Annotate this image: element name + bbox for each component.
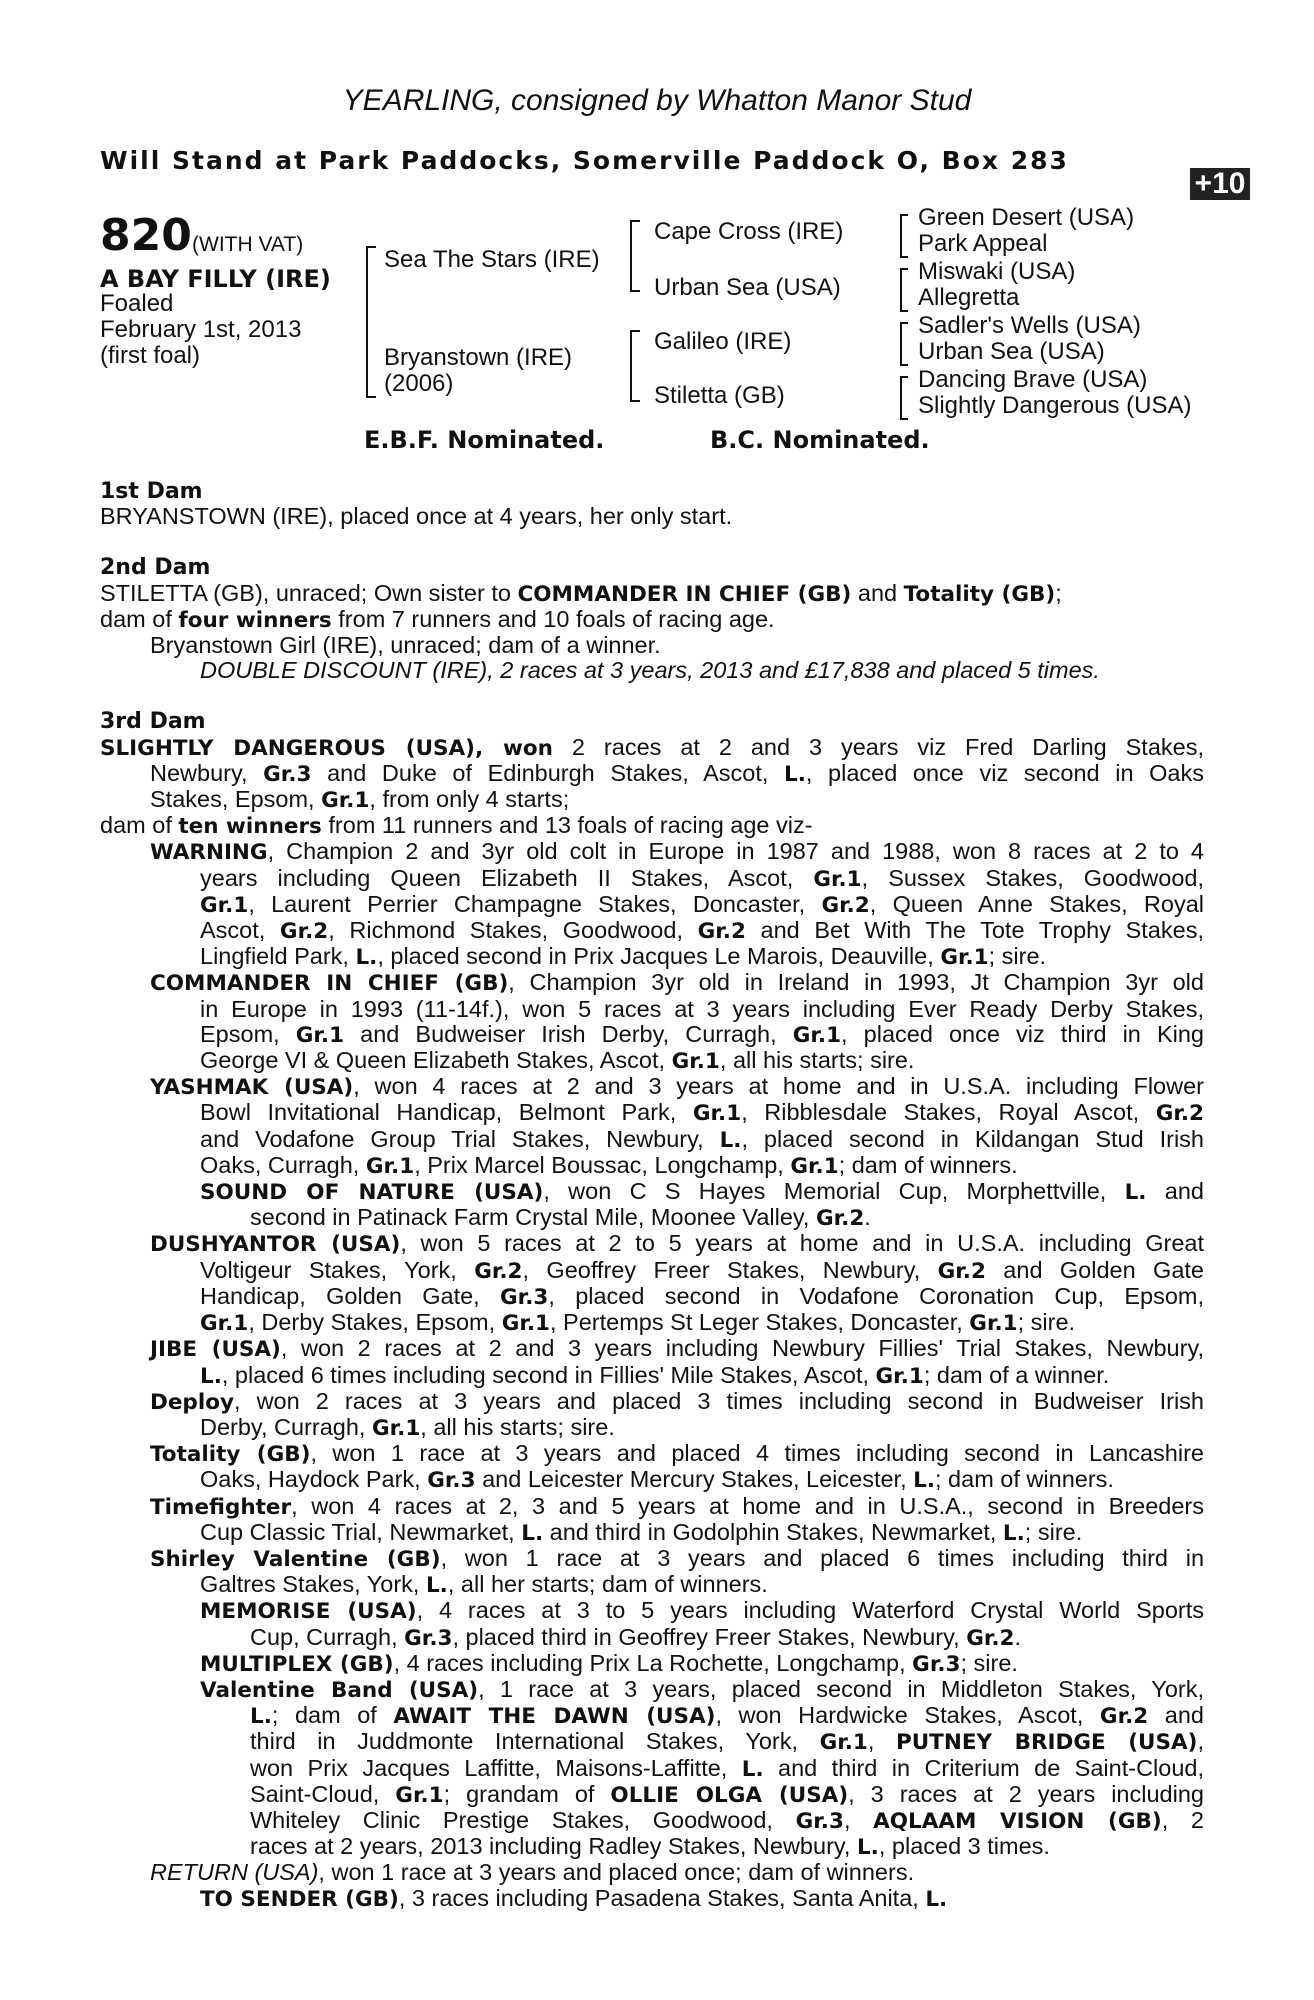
third-dam-heading: 3rd Dam <box>100 709 206 735</box>
produce-line: Derby, Curragh, Gr.1, all his starts; sire. <box>200 1413 615 1441</box>
pedigree-brace-1 <box>366 246 376 398</box>
produce-line: WARNING, Champion 2 and 3yr old colt in Europe in 1987 and 1988, won 8 races at 2 to 4 <box>150 838 1204 866</box>
produce-line: Galtres Stakes, York, L., all her starts; dam of winners. <box>200 1571 768 1599</box>
pedigree-brace-3c <box>900 322 908 366</box>
second-dam-produce: Bryanstown Girl (IRE), unraced; dam of a winner. <box>150 632 661 659</box>
produce-line: TO SENDER (GB), 3 races including Pasadena Stakes, Santa Anita, L. <box>200 1884 948 1912</box>
second-dam-produce: DOUBLE DISCOUNT (IRE), 2 races at 3 years, 2013 and £17,838 and placed 5 times. <box>200 657 1100 684</box>
produce-line: RETURN (USA), won 1 race at 3 years and placed once; dam of winners. <box>150 1859 915 1886</box>
produce-line: second in Patinack Farm Crystal Mile, Moonee Valley, Gr.2. <box>250 1204 871 1232</box>
third-dam-line: Stakes, Epsom, Gr.1, from only 4 starts; <box>150 786 570 814</box>
dam-year: (2006) <box>384 370 454 397</box>
dam-dam: Stiletta (GB) <box>654 382 785 409</box>
g3-1: Green Desert (USA) <box>918 204 1135 231</box>
dam-sire: Galileo (IRE) <box>654 328 792 355</box>
produce-line: L.; dam of AWAIT THE DAWN (USA), won Hardwicke Stakes, Ascot, Gr.2 and <box>250 1702 1204 1730</box>
g3-8: Slightly Dangerous (USA) <box>918 392 1192 419</box>
g3-3: Miswaki (USA) <box>918 258 1076 285</box>
second-dam-line: dam of four winners from 7 runners and 10 foals of racing age. <box>100 605 775 633</box>
produce-line: YASHMAK (USA), won 4 races at 2 and 3 years at home and in U.S.A. including Flower <box>150 1073 1204 1101</box>
produce-line: third in Juddmonte International Stakes, York, Gr.1, PUTNEY BRIDGE (USA), <box>250 1728 1205 1756</box>
produce-line: COMMANDER IN CHIEF (GB), Champion 3yr old in Ireland in 1993, Jt Champion 3yr old <box>150 969 1204 997</box>
third-dam-line: SLIGHTLY DANGEROUS (USA), won 2 races at 2 and 3 years viz Fred Darling Stakes, <box>100 733 1205 761</box>
dam-name: Bryanstown (IRE) <box>384 344 573 371</box>
second-dam-heading: 2nd Dam <box>100 555 211 581</box>
first-foal-note: (first foal) <box>100 342 201 369</box>
produce-line: Cup Classic Trial, Newmarket, L. and third in Godolphin Stakes, Newmarket, L.; sire. <box>200 1518 1083 1546</box>
produce-line: Handicap, Golden Gate, Gr.3, placed second in Vodafone Coronation Cup, Epsom, <box>200 1282 1204 1310</box>
third-dam-line: Newbury, Gr.3 and Duke of Edinburgh Stakes, Ascot, L., placed once viz second in Oaks <box>150 759 1204 787</box>
produce-line: in Europe in 1993 (11-14f.), won 5 races at 3 years including Ever Ready Derby Stakes, <box>200 995 1204 1022</box>
produce-line: Oaks, Haydock Park, Gr.3 and Leicester Mercury Stakes, Leicester, L.; dam of winners. <box>200 1466 1114 1494</box>
produce-line: Lingfield Park, L., placed second in Prix Jacques Le Marois, Deauville, Gr.1; sire. <box>200 943 1047 971</box>
lot-description: A BAY FILLY (IRE) <box>100 265 331 293</box>
produce-line: JIBE (USA), won 2 races at 2 and 3 years including Newbury Fillies' Trial Stakes, Newbury, <box>150 1335 1204 1363</box>
g3-7: Dancing Brave (USA) <box>918 366 1148 393</box>
pedigree-brace-3a <box>900 214 908 258</box>
second-dam-line: STILETTA (GB), unraced; Own sister to COMMANDER IN CHIEF (GB) and Totality (GB); <box>100 579 1062 607</box>
dam-details <box>100 478 1204 1912</box>
foaled-date: February 1st, 2013 <box>100 316 302 343</box>
produce-line: Valentine Band (USA), 1 race at 3 years, placed second in Middleton Stakes, York, <box>200 1675 1205 1703</box>
pedigree-brace-2a <box>630 220 640 292</box>
sire-dam: Urban Sea (USA) <box>654 274 841 301</box>
first-dam-text: BRYANSTOWN (IRE), placed once at 4 years, her only start. <box>100 503 733 530</box>
produce-line: races at 2 years, 2013 including Radley Stakes, Newbury, L., placed 3 times. <box>250 1833 1050 1861</box>
produce-line: MEMORISE (USA), 4 races at 3 to 5 years including Waterford Crystal World Sports <box>200 1597 1205 1625</box>
produce-line: Cup, Curragh, Gr.3, placed third in Geoffrey Freer Stakes, Newbury, Gr.2. <box>250 1623 1022 1651</box>
catalogue-title: YEARLING, consigned by Whatton Manor Stud <box>342 84 972 117</box>
produce-line: Epsom, Gr.1 and Budweiser Irish Derby, Curragh, Gr.1, placed once viz third in King <box>200 1020 1204 1048</box>
produce-line: L., placed 6 times including second in Fillies' Mile Stakes, Ascot, Gr.1; dam of a winner. <box>200 1361 1110 1389</box>
produce-line: Gr.1, Laurent Perrier Champagne Stakes, Doncaster, Gr.2, Queen Anne Stakes, Royal <box>200 890 1204 918</box>
vat-note: (WITH VAT) <box>192 233 304 256</box>
produce-line: Oaks, Curragh, Gr.1, Prix Marcel Boussac, Longchamp, Gr.1; dam of winners. <box>200 1151 1018 1179</box>
pedigree-brace-3b <box>900 268 908 312</box>
produce-line: Gr.1, Derby Stakes, Epsom, Gr.1, Pertemps St Leger Stakes, Doncaster, Gr.1; sire. <box>200 1309 1076 1337</box>
produce-line: Timefighter, won 4 races at 2, 3 and 5 years at home and in U.S.A., second in Breeders <box>150 1492 1204 1520</box>
sire-name: Sea The Stars (IRE) <box>384 246 600 273</box>
page-badge: +10 <box>1190 168 1250 200</box>
produce-line: Saint-Cloud, Gr.1; grandam of OLLIE OLGA (USA), 3 races at 2 years including <box>250 1780 1204 1808</box>
produce-line: Deploy, won 2 races at 3 years and placed 3 times including second in Budweiser Irish <box>150 1387 1204 1415</box>
g3-4: Allegretta <box>918 284 1020 311</box>
produce-line: years including Queen Elizabeth II Stakes, Ascot, Gr.1, Sussex Stakes, Goodwood, <box>200 864 1204 892</box>
produce-line: Ascot, Gr.2, Richmond Stakes, Goodwood, Gr.2 and Bet With The Tote Trophy Stakes, <box>200 917 1204 945</box>
g3-5: Sadler's Wells (USA) <box>918 312 1141 339</box>
produce-line: SOUND OF NATURE (USA), won C S Hayes Memorial Cup, Morphettville, L. and <box>200 1178 1204 1206</box>
first-dam-heading: 1st Dam <box>100 479 203 504</box>
pedigree-brace-2b <box>630 330 640 402</box>
produce-line: Voltigeur Stakes, York, Gr.2, Geoffrey Freer Stakes, Newbury, Gr.2 and Golden Gate <box>200 1256 1204 1284</box>
sire-sire: Cape Cross (IRE) <box>654 218 844 245</box>
g3-6: Urban Sea (USA) <box>918 338 1105 365</box>
pedigree-brace-3d <box>900 376 908 420</box>
produce-line: George VI & Queen Elizabeth Stakes, Ascot, Gr.1, all his starts; sire. <box>200 1047 915 1075</box>
foaled-label: Foaled <box>100 290 174 317</box>
produce-line: won Prix Jacques Laffitte, Maisons-Laffitte, L. and third in Criterium de Saint-Cloud, <box>250 1754 1205 1782</box>
third-dam-line: dam of ten winners from 11 runners and 13 foals of racing age viz- <box>100 812 813 840</box>
stand-location: Will Stand at Park Paddocks, Somerville Paddock O, Box 283 <box>100 146 1069 175</box>
produce-line: Shirley Valentine (GB), won 1 race at 3 years and placed 6 times including third in <box>150 1544 1205 1572</box>
bc-nominated: B.C. Nominated. <box>710 426 930 454</box>
lot-number: 820 <box>100 210 192 261</box>
produce-line: and Vodafone Group Trial Stakes, Newbury, L., placed second in Kildangan Stud Irish <box>200 1125 1204 1153</box>
produce-line: DUSHYANTOR (USA), won 5 races at 2 to 5 years at home and in U.S.A. including Great <box>150 1230 1204 1258</box>
g3-2: Park Appeal <box>918 230 1048 257</box>
produce-line: Totality (GB), won 1 race at 3 years and placed 4 times including second in Lancashire <box>150 1440 1204 1468</box>
produce-line: MULTIPLEX (GB), 4 races including Prix La Rochette, Longchamp, Gr.3; sire. <box>200 1649 1018 1677</box>
produce-line: Whiteley Clinic Prestige Stakes, Goodwood, Gr.3, AQLAAM VISION (GB), 2 <box>250 1806 1204 1834</box>
ebf-nominated: E.B.F. Nominated. <box>364 426 605 454</box>
produce-line: Bowl Invitational Handicap, Belmont Park, Gr.1, Ribblesdale Stakes, Royal Ascot, Gr.2 <box>200 1099 1204 1127</box>
